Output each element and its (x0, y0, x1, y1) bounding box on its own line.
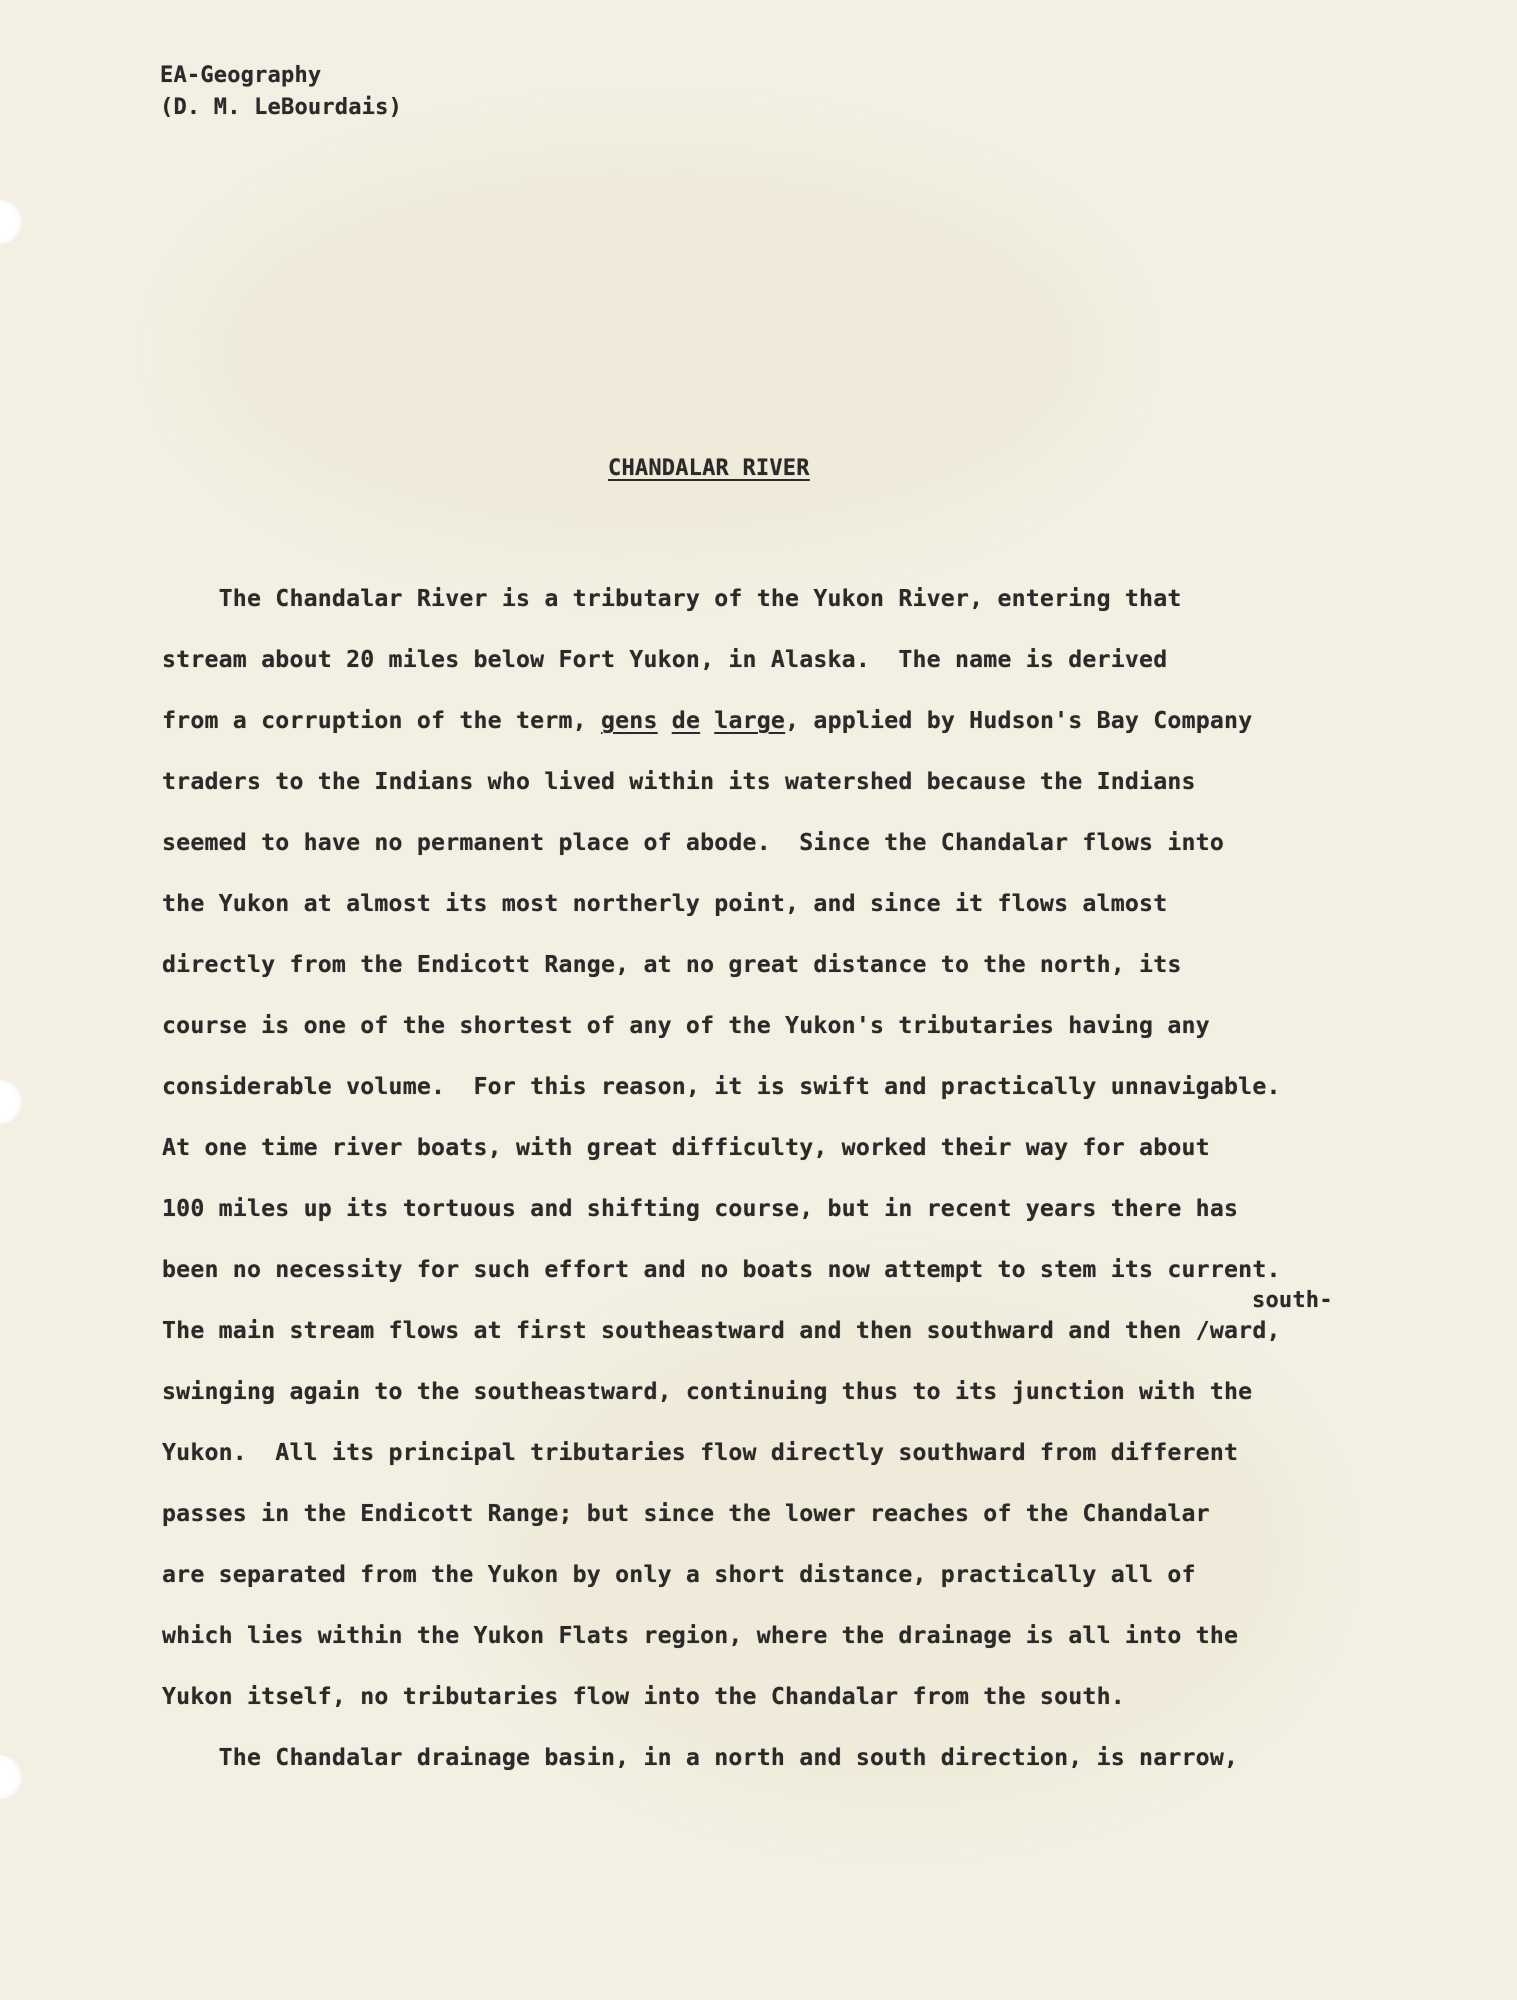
body-line: which lies within the Yukon Flats region, where the drainage is all into the (162, 1622, 1239, 1649)
punch-hole-middle (0, 1080, 22, 1124)
body-line: course is one of the shortest of any of the Yukon's tributaries having any (162, 1012, 1210, 1039)
header-author: (D. M. LeBourdais) (160, 95, 403, 120)
body-line: 100 miles up its tortuous and shifting course, but in recent years there has (162, 1195, 1239, 1222)
body-line: passes in the Endicott Range; but since the lower reaches of the Chandalar (162, 1500, 1210, 1527)
body-line: from a corruption of the term, gens de large, applied by Hudson's Bay Company (162, 707, 1253, 734)
body-line: stream about 20 miles below Fort Yukon, in Alaska. The name is derived (162, 646, 1168, 673)
handwritten-insertion: south- (1252, 1288, 1333, 1313)
punch-hole-top (0, 200, 22, 244)
body-line: At one time river boats, with great difficulty, worked their way for about (162, 1134, 1210, 1161)
body-line: swinging again to the southeastward, continuing thus to its junction with the (162, 1378, 1253, 1405)
body-line: The Chandalar River is a tributary of the Yukon River, entering that (162, 585, 1182, 612)
body-line: seemed to have no permanent place of abode. Since the Chandalar flows into (162, 829, 1225, 856)
body-line: been no necessity for such effort and no boats now attempt to stem its current. (162, 1256, 1281, 1283)
body-line: directly from the Endicott Range, at no great distance to the north, its (162, 951, 1182, 978)
body-line: traders to the Indians who lived within its watershed because the Indians (162, 768, 1196, 795)
document-title: CHANDALAR RIVER (608, 456, 810, 481)
body-line: Yukon. All its principal tributaries flow directly southward from different (162, 1439, 1239, 1466)
body-line: considerable volume. For this reason, it is swift and practically unnavigable. (162, 1073, 1281, 1100)
underlined-term-gens: gens (600, 707, 658, 734)
body-line: are separated from the Yukon by only a short distance, practically all of (162, 1561, 1196, 1588)
body-line: The Chandalar drainage basin, in a north and south direction, is narrow, (162, 1744, 1239, 1771)
header-category: EA-Geography (160, 63, 322, 88)
punch-hole-bottom (0, 1755, 22, 1799)
body-line: the Yukon at almost its most northerly point, and since it flows almost (162, 890, 1168, 917)
underlined-term-de: de (671, 707, 701, 734)
body-line: The main stream flows at first southeastward and then southward and then /ward, (162, 1317, 1281, 1344)
underlined-term-large: large (714, 707, 786, 734)
body-line: Yukon itself, no tributaries flow into the Chandalar from the south. (162, 1683, 1125, 1710)
